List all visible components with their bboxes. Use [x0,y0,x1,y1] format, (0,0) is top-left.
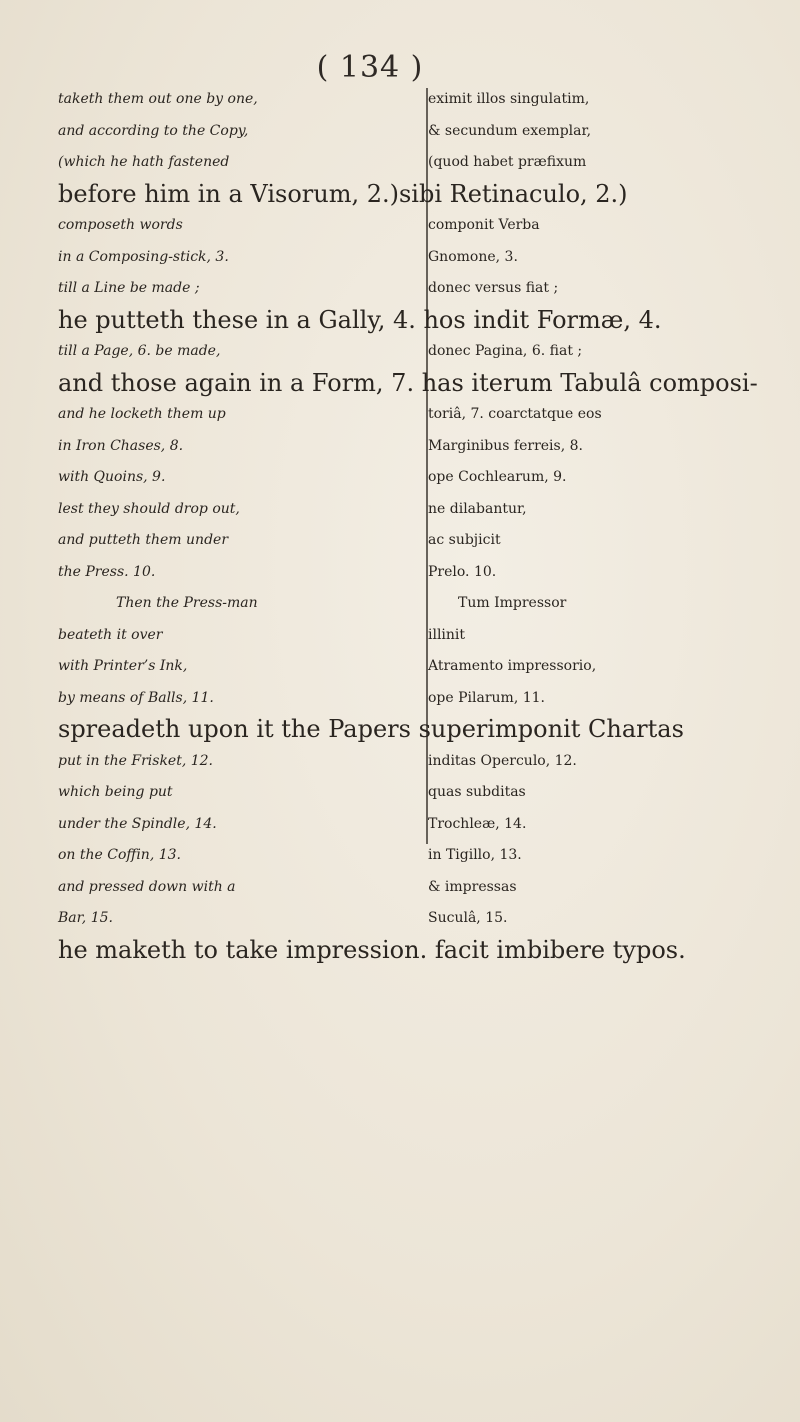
latin-line: ope Pilarum, 11. [428,689,545,706]
english-line: the Press. 10. [58,563,156,580]
latin-line: Atramento impressorio, [428,658,597,674]
english-line: on the Coffin, 13. [58,847,181,863]
english-line: and according to the Copy, [58,122,249,139]
english-line: composeth words [58,217,183,233]
latin-line: Tum Impressor [458,595,567,611]
spanning-line: before him in a Visorum, 2.)sibi Retinaculo, 2.) [58,179,628,208]
english-line: put in the Frisket, 12. [58,752,214,769]
latin-line: donec Pagina, 6. fiat ; [428,343,583,359]
latin-line: Marginibus ferreis, 8. [428,437,583,454]
english-line: till a Line be made ; [58,280,200,296]
spanning-line: spreadeth upon it the Papers superimponit Chartas [58,715,684,743]
latin-line: Trochleæ, 14. [428,815,527,832]
latin-line: Prelo. 10. [428,563,497,580]
english-line: Bar, 15. [58,910,113,926]
english-line: (which he hath fastened [58,154,230,170]
english-line: and he locketh them up [58,406,226,422]
latin-line: Gnomone, 3. [428,248,518,265]
latin-line: Suculâ, 15. [428,910,508,926]
latin-line: inditas Operculo, 12. [428,752,577,769]
latin-line: illinit [428,626,466,643]
latin-line: ne dilabantur, [428,500,527,517]
latin-line: quas subditas [428,784,526,800]
latin-line: donec versus fiat ; [428,280,559,296]
latin-line: (quod habet præfixum [428,154,587,170]
english-line: under the Spindle, 14. [58,815,217,832]
english-line: Then the Press-man [116,595,258,611]
latin-line: ope Cochlearum, 9. [428,469,567,485]
latin-line: toriâ, 7. coarctatque eos [428,406,602,422]
english-line: lest they should drop out, [58,500,240,517]
english-line: taketh them out one by one, [58,91,258,107]
latin-line: & secundum exemplar, [428,122,592,139]
latin-line: & impressas [428,878,517,895]
english-line: in Iron Chases, 8. [58,437,184,454]
latin-line: componit Verba [428,217,540,233]
english-line: in a Composing-stick, 3. [58,248,229,265]
english-line: which being put [58,784,173,800]
page-number: ( 134 ) [316,50,424,85]
english-line: till a Page, 6. be made, [58,343,221,359]
latin-column [428,84,798,966]
text-columns [58,84,788,964]
english-line: with Printer’s Ink, [58,658,188,674]
english-line: beateth it over [58,626,163,643]
english-line: with Quoins, 9. [58,469,166,485]
english-line: by means of Balls, 11. [58,689,214,706]
english-line: and putteth them under [58,532,229,548]
latin-line: eximit illos singulatim, [428,91,590,107]
latin-line: in Tigillo, 13. [428,847,522,863]
english-column [58,84,428,966]
english-line: and pressed down with a [58,878,236,895]
spanning-line: he putteth these in a Gally, 4. hos indit Formæ, 4. [58,305,662,334]
spanning-line: he maketh to take impression. facit imbibere typos. [58,935,686,964]
latin-line: ac subjicit [428,532,501,548]
spanning-line: and those again in a Form, 7. has iterum Tabulâ composi- [58,368,758,397]
